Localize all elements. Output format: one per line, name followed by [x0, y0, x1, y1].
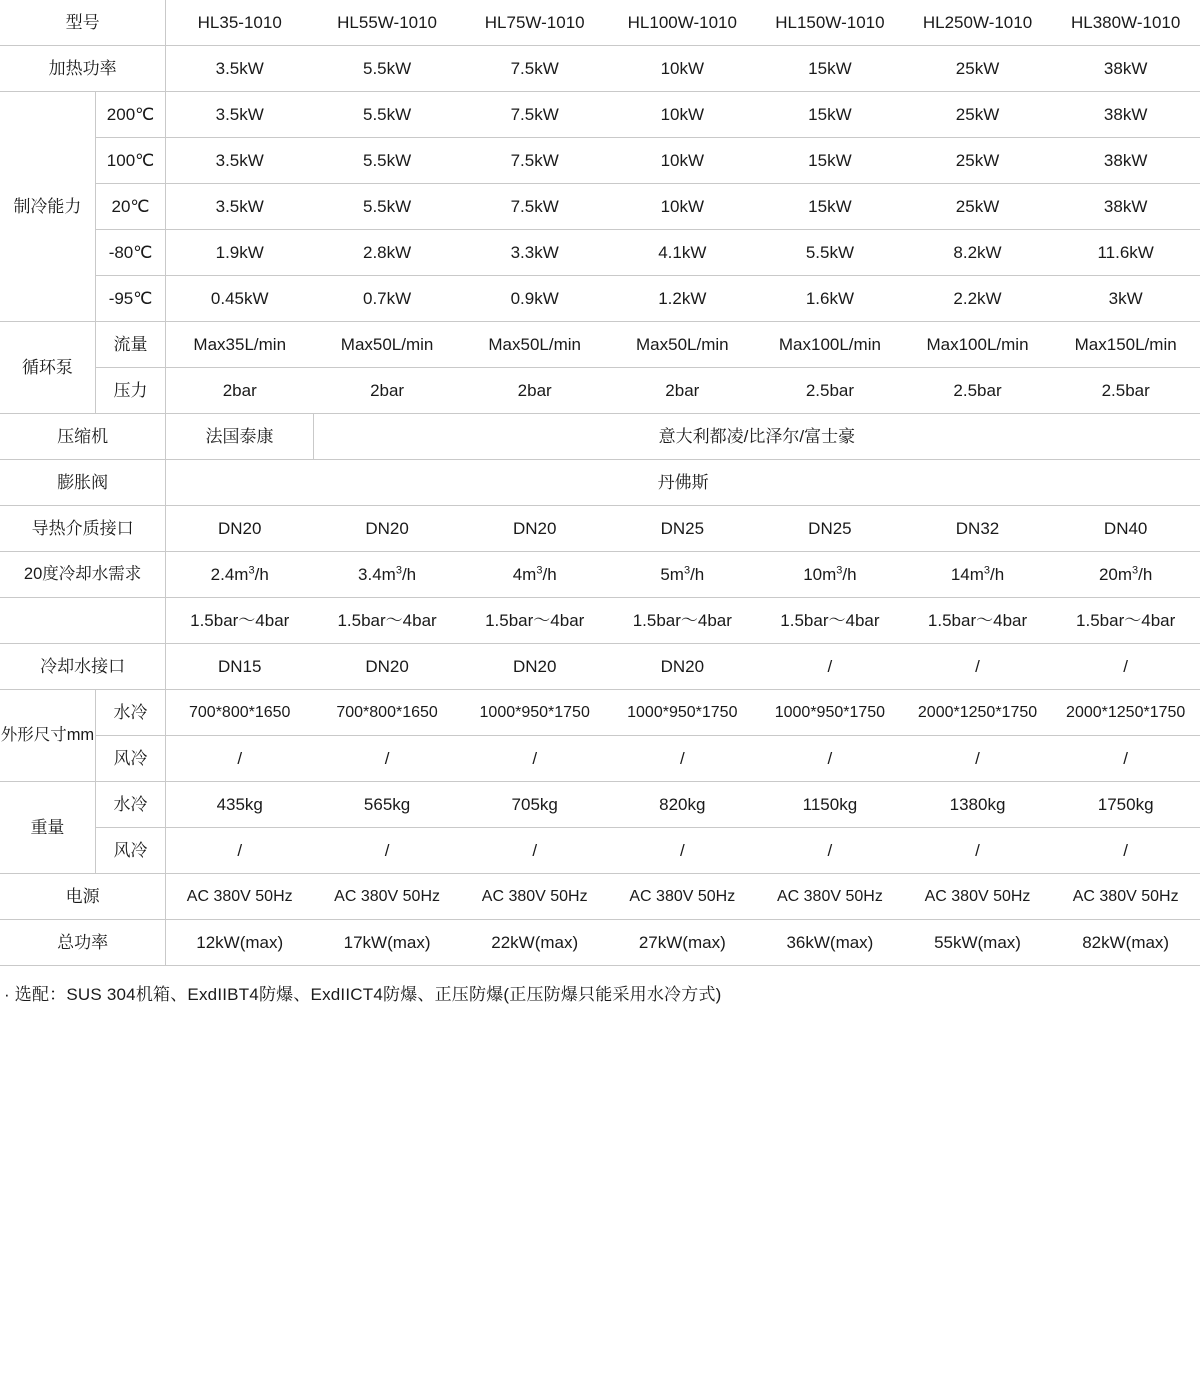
cell: 820kg [609, 782, 757, 828]
table-row [0, 322, 1200, 368]
table-row [0, 46, 1200, 92]
cell: 2.5bar [904, 368, 1052, 414]
cell: AC 380V 50Hz [461, 874, 609, 920]
cell: 10kW [609, 46, 757, 92]
cell: / [756, 644, 904, 690]
cell: 12kW(max) [166, 920, 314, 966]
cell: 1.5bar～4bar [756, 598, 904, 644]
cell: 4.1kW [609, 230, 757, 276]
cell [904, 552, 1052, 598]
row-sublabel: 水冷 [95, 690, 165, 736]
cell: AC 380V 50Hz [756, 874, 904, 920]
cell: / [461, 736, 609, 782]
cell: 1.9kW [166, 230, 314, 276]
row-label: 冷却水接口 [0, 644, 166, 690]
cell: 15kW [756, 92, 904, 138]
cell [609, 552, 757, 598]
cell: DN20 [461, 506, 609, 552]
cell: DN32 [904, 506, 1052, 552]
cell: 38kW [1051, 46, 1200, 92]
cell: 2bar [166, 368, 314, 414]
cell: 17kW(max) [313, 920, 461, 966]
cell: 38kW [1051, 138, 1200, 184]
row-sublabel: 风冷 [95, 828, 165, 874]
cell: 5.5kW [313, 46, 461, 92]
cell: 25kW [904, 46, 1052, 92]
row-label: 膨胀阀 [0, 460, 166, 506]
cell: 15kW [756, 46, 904, 92]
table-header-row [0, 0, 1200, 46]
cell [313, 552, 461, 598]
cell: 10kW [609, 92, 757, 138]
row-label: 循环泵 [0, 322, 95, 414]
row-sublabel: 流量 [95, 322, 165, 368]
cell: 38kW [1051, 92, 1200, 138]
cell: 2.5bar [1051, 368, 1200, 414]
cell: AC 380V 50Hz [313, 874, 461, 920]
cell-text: $3.4m^3/h$ [358, 564, 417, 584]
cell: DN40 [1051, 506, 1200, 552]
table-row [0, 690, 1200, 736]
cell: 8.2kW [904, 230, 1052, 276]
cell: 36kW(max) [756, 920, 904, 966]
table-row [0, 736, 1200, 782]
cell: 2bar [461, 368, 609, 414]
row-label: 外形尺寸mm [0, 690, 95, 782]
cell: 25kW [904, 138, 1052, 184]
model-header-5: HL250W-1010 [904, 0, 1052, 46]
cell: 3.5kW [166, 92, 314, 138]
compressor-rest: 意大利都凌/比泽尔/富士豪 [313, 414, 1200, 460]
table-row [0, 276, 1200, 322]
cell: Max35L/min [166, 322, 314, 368]
cell: 1.6kW [756, 276, 904, 322]
cell: 38kW [1051, 184, 1200, 230]
row-sublabel: 100℃ [95, 138, 165, 184]
row-sublabel: 压力 [95, 368, 165, 414]
table-row [0, 782, 1200, 828]
cell: / [1051, 736, 1200, 782]
row-sublabel: -80℃ [95, 230, 165, 276]
table-row-expansion-valve [0, 460, 1200, 506]
table-row [0, 230, 1200, 276]
model-header-3: HL100W-1010 [609, 0, 757, 46]
row-label: 电源 [0, 874, 166, 920]
cell: 5.5kW [313, 92, 461, 138]
cell: / [166, 736, 314, 782]
cell: 435kg [166, 782, 314, 828]
row-sublabel: 20℃ [95, 184, 165, 230]
cell: 2bar [609, 368, 757, 414]
cell: / [756, 828, 904, 874]
table-row [0, 506, 1200, 552]
cell: DN25 [609, 506, 757, 552]
cell: 1150kg [756, 782, 904, 828]
cell: / [313, 828, 461, 874]
table-row [0, 368, 1200, 414]
table-row [0, 920, 1200, 966]
cell: 5.5kW [756, 230, 904, 276]
cell [166, 552, 314, 598]
cell: / [609, 736, 757, 782]
cell: 7.5kW [461, 46, 609, 92]
footnote: · 选配：SUS 304机箱、ExdIIBT4防爆、ExdIICT4防爆、正压防爆(正压防爆只能采用水冷方式) [4, 985, 722, 1004]
row-label: 加热功率 [0, 46, 166, 92]
cell: 565kg [313, 782, 461, 828]
row-label [0, 598, 166, 644]
cell-text: $14m^3/h$ [950, 564, 1005, 584]
cell: 82kW(max) [1051, 920, 1200, 966]
cell: AC 380V 50Hz [609, 874, 757, 920]
table-row [0, 138, 1200, 184]
cell: Max100L/min [756, 322, 904, 368]
cell: / [166, 828, 314, 874]
cell: 1750kg [1051, 782, 1200, 828]
row-label: 20度冷却水需求 [0, 552, 166, 598]
cell: / [1051, 828, 1200, 874]
cell: Max50L/min [313, 322, 461, 368]
cell: DN20 [313, 506, 461, 552]
cell: 3.3kW [461, 230, 609, 276]
cell: 700*800*1650 [166, 690, 314, 736]
cell: 1.5bar～4bar [461, 598, 609, 644]
cell: 3.5kW [166, 184, 314, 230]
table-row [0, 92, 1200, 138]
cell-text: $2.4m^3/h$ [210, 564, 269, 584]
cell: 2.8kW [313, 230, 461, 276]
cell: 1.5bar～4bar [1051, 598, 1200, 644]
expansion-valve-value: 丹佛斯 [166, 460, 1200, 506]
cell: 2000*1250*1750 [1051, 690, 1200, 736]
cell: 10kW [609, 184, 757, 230]
cell: 700*800*1650 [313, 690, 461, 736]
cell: 11.6kW [1051, 230, 1200, 276]
row-sublabel: -95℃ [95, 276, 165, 322]
model-header-6: HL380W-1010 [1051, 0, 1200, 46]
cell: 15kW [756, 184, 904, 230]
model-header-4: HL150W-1010 [756, 0, 904, 46]
cell: 1380kg [904, 782, 1052, 828]
cell: 5.5kW [313, 138, 461, 184]
cell: / [904, 644, 1052, 690]
cell [461, 552, 609, 598]
cell: AC 380V 50Hz [166, 874, 314, 920]
cell: 25kW [904, 184, 1052, 230]
cell: 1.5bar～4bar [904, 598, 1052, 644]
cell: 3.5kW [166, 138, 314, 184]
cell: 0.7kW [313, 276, 461, 322]
cell: / [609, 828, 757, 874]
table-row-compressor [0, 414, 1200, 460]
cell: AC 380V 50Hz [904, 874, 1052, 920]
cell: DN20 [166, 506, 314, 552]
cell: DN20 [461, 644, 609, 690]
cell-text: $5m^3/h$ [660, 564, 705, 584]
cell: 10kW [609, 138, 757, 184]
row-label: 压缩机 [0, 414, 166, 460]
cell: 1.5bar～4bar [313, 598, 461, 644]
model-header-2: HL75W-1010 [461, 0, 609, 46]
cell: 22kW(max) [461, 920, 609, 966]
cell: / [904, 828, 1052, 874]
cell: 2000*1250*1750 [904, 690, 1052, 736]
cell: 7.5kW [461, 138, 609, 184]
cell: 1000*950*1750 [609, 690, 757, 736]
cell: 0.45kW [166, 276, 314, 322]
cell: DN20 [313, 644, 461, 690]
table-row [0, 598, 1200, 644]
table-row [0, 552, 1200, 598]
cell: / [904, 736, 1052, 782]
cell: 7.5kW [461, 184, 609, 230]
cell: AC 380V 50Hz [1051, 874, 1200, 920]
cell: 1.5bar～4bar [609, 598, 757, 644]
cell-text: $4m^3/h$ [512, 564, 557, 584]
row-sublabel: 200℃ [95, 92, 165, 138]
cell: 1.2kW [609, 276, 757, 322]
cell: 55kW(max) [904, 920, 1052, 966]
cell: Max50L/min [461, 322, 609, 368]
model-header-0: HL35-1010 [166, 0, 314, 46]
cell: 25kW [904, 92, 1052, 138]
table-row [0, 184, 1200, 230]
cell: DN15 [166, 644, 314, 690]
table-row [0, 874, 1200, 920]
cell: Max50L/min [609, 322, 757, 368]
table-row [0, 644, 1200, 690]
cell: 3.5kW [166, 46, 314, 92]
cell: / [313, 736, 461, 782]
row-sublabel: 风冷 [95, 736, 165, 782]
row-label: 导热介质接口 [0, 506, 166, 552]
cell: Max100L/min [904, 322, 1052, 368]
cell: / [461, 828, 609, 874]
cell: Max150L/min [1051, 322, 1200, 368]
cell-text: $20m^3/h$ [1098, 564, 1153, 584]
cell: DN25 [756, 506, 904, 552]
cell-text: $10m^3/h$ [803, 564, 857, 584]
table-row [0, 828, 1200, 874]
cell: 5.5kW [313, 184, 461, 230]
cell: 7.5kW [461, 92, 609, 138]
cell: 3kW [1051, 276, 1200, 322]
header-label: 型号 [0, 0, 166, 46]
cell: / [1051, 644, 1200, 690]
cell: 2.2kW [904, 276, 1052, 322]
row-label: 总功率 [0, 920, 166, 966]
row-label: 重量 [0, 782, 95, 874]
cell: 2bar [313, 368, 461, 414]
cell: 27kW(max) [609, 920, 757, 966]
cell: 0.9kW [461, 276, 609, 322]
cell: 1000*950*1750 [461, 690, 609, 736]
cell: 15kW [756, 138, 904, 184]
row-sublabel: 水冷 [95, 782, 165, 828]
cell: DN20 [609, 644, 757, 690]
cell: 2.5bar [756, 368, 904, 414]
model-header-1: HL55W-1010 [313, 0, 461, 46]
row-label: 制冷能力 [0, 92, 95, 322]
cell [756, 552, 904, 598]
cell [1051, 552, 1200, 598]
cell: 705kg [461, 782, 609, 828]
compressor-first: 法国泰康 [166, 414, 314, 460]
cell: 1000*950*1750 [756, 690, 904, 736]
cell: / [756, 736, 904, 782]
cell: 1.5bar～4bar [166, 598, 314, 644]
